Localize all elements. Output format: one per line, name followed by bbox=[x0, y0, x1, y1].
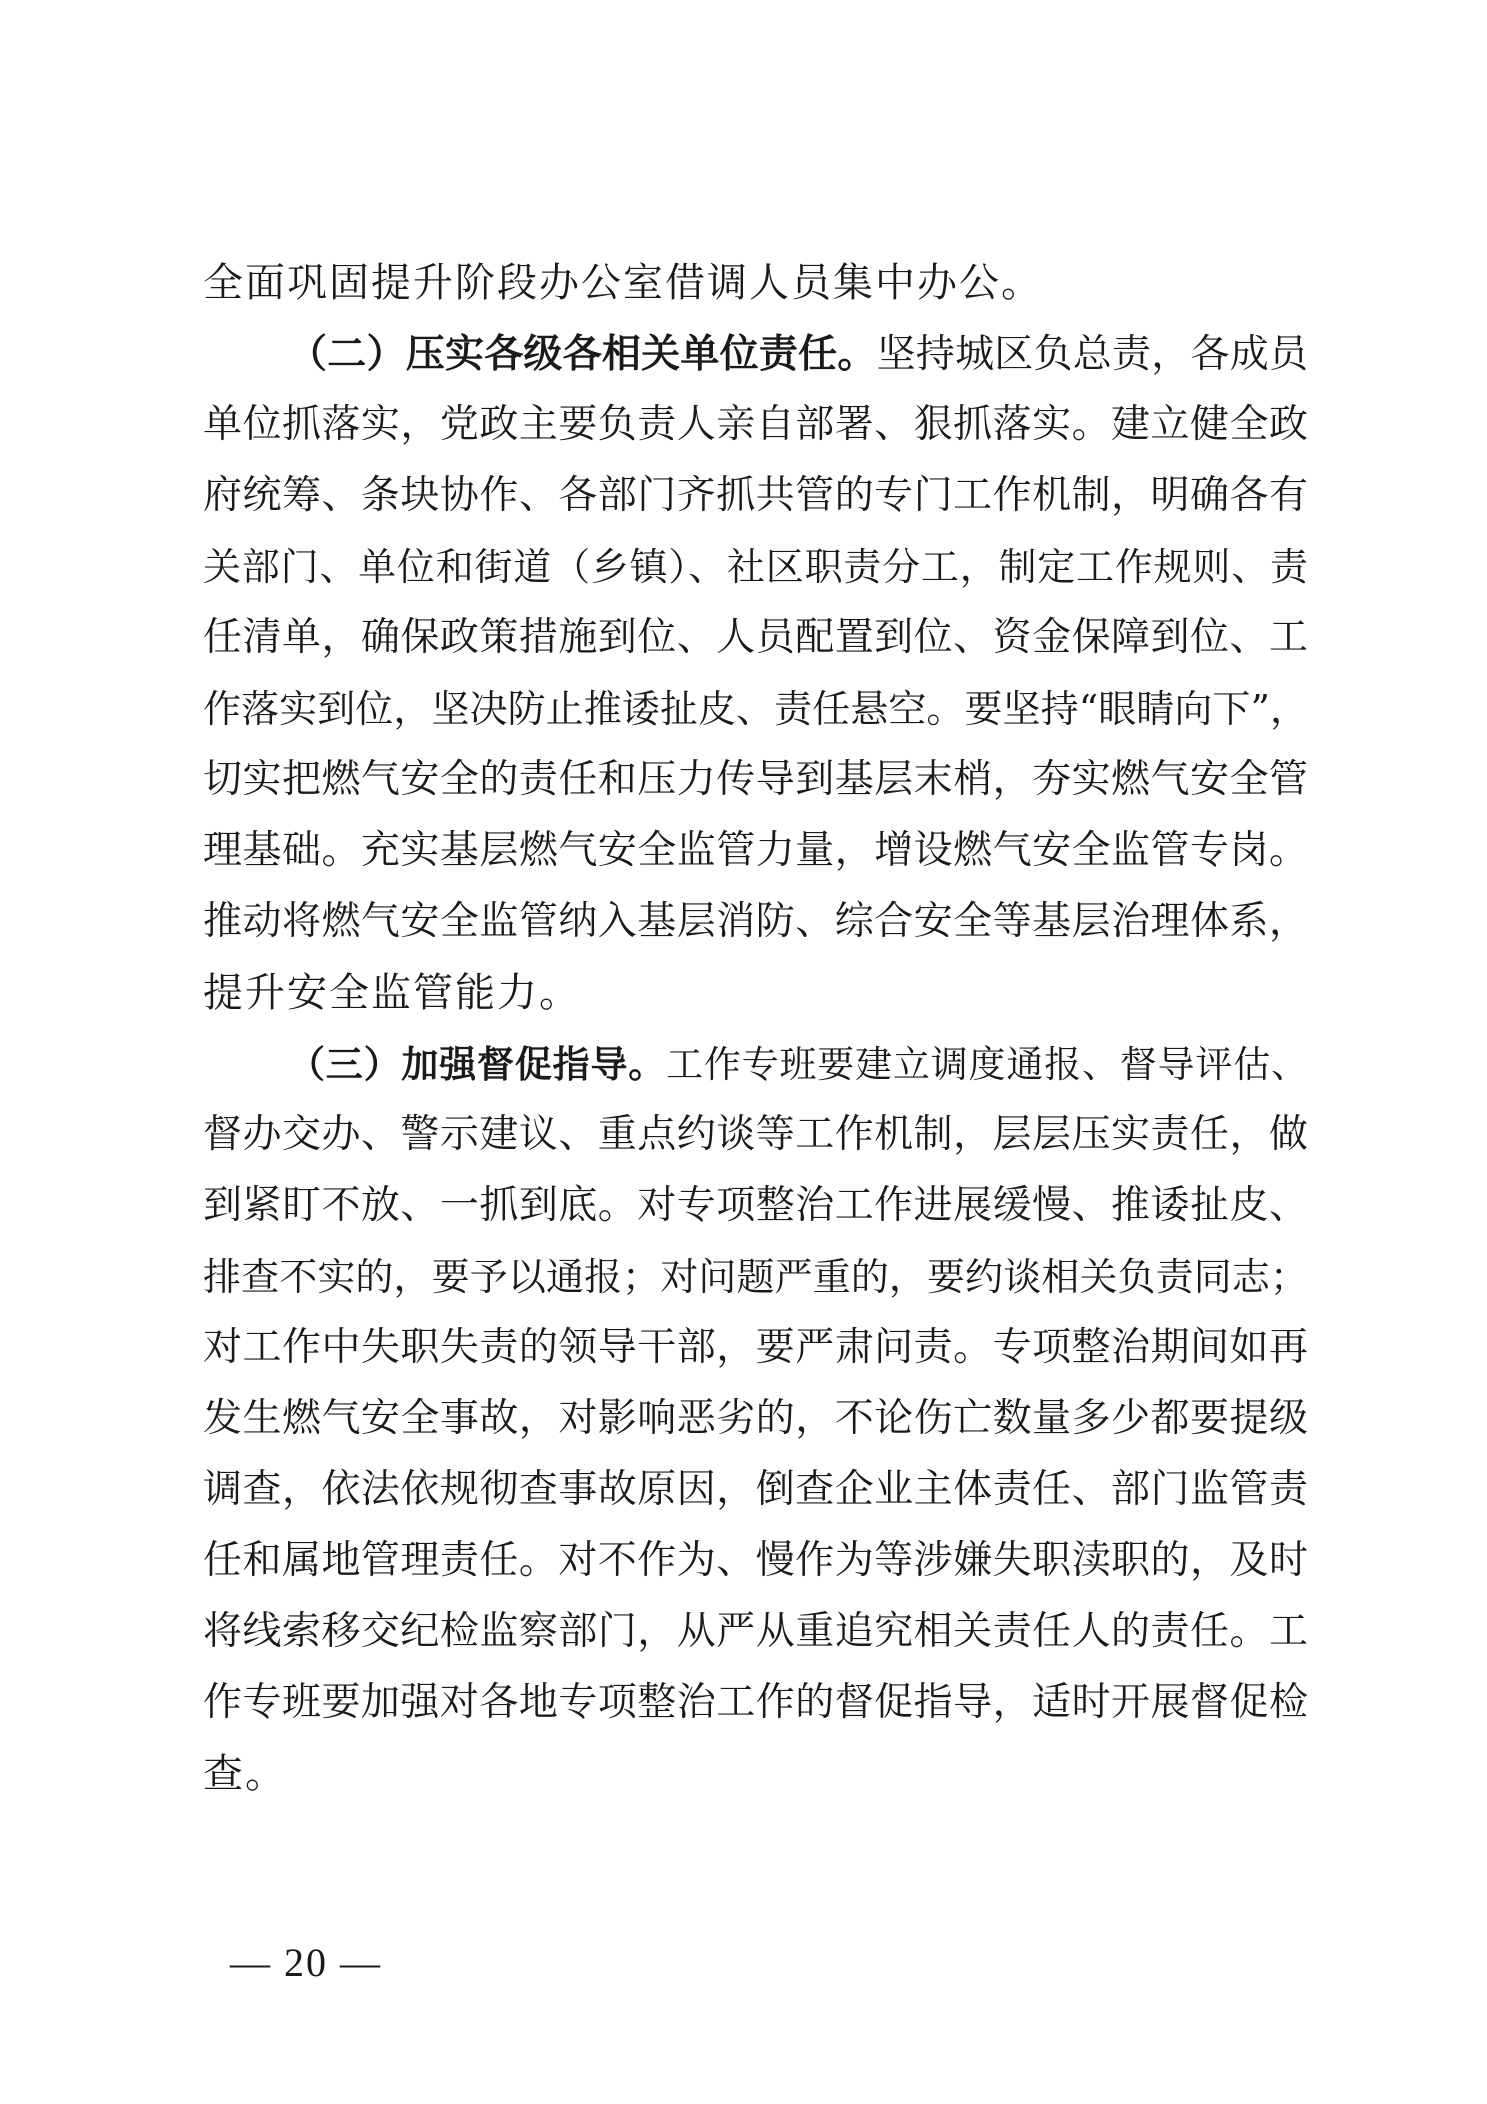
paragraph-3-text-1: 工作专班要建立调度通报、督导评估、 bbox=[666, 1043, 1309, 1086]
paragraph-2-line-10: 提升安全监管能力。 bbox=[203, 970, 581, 1016]
section-heading-2: （二）压实各级各相关单位责任。 bbox=[288, 331, 877, 377]
paragraph-3-line-11: 查。 bbox=[203, 1751, 287, 1797]
paragraph-3-line-1 bbox=[288, 1036, 1308, 1092]
paragraph-3-line-10: 作专班要加强对各地专项整治工作的督促指导，适时开展督促检 bbox=[203, 1680, 1308, 1725]
paragraph-3-line-7: 调查，依法依规彻查事故原因，倒查企业主体责任、部门监管责 bbox=[203, 1467, 1308, 1512]
paragraph-3-line-8: 任和属地管理责任。对不作为、慢作为等涉嫌失职渎职的，及时 bbox=[203, 1538, 1308, 1583]
paragraph-2-line-6: 作落实到位，坚决防止推诿扯皮、责任悬空。要坚持“眼睛向下”， bbox=[203, 687, 1308, 731]
paragraph-3-line-3: 到紧盯不放、一抓到底。对专项整治工作进展缓慢、推诿扯皮、 bbox=[203, 1183, 1308, 1228]
paragraph-2-line-7: 切实把燃气安全的责任和压力传导到基层末梢，夯实燃气安全管 bbox=[203, 757, 1308, 802]
paragraph-2-line-4: 关部门、单位和街道（乡镇）、社区职责分工，制定工作规则、责 bbox=[203, 545, 1308, 589]
paragraph-2-line-3: 府统筹、条块协作、各部门齐抓共管的专门工作机制，明确各有 bbox=[203, 473, 1308, 518]
paragraph-2-text-1: 坚持城区负总责，各成员 bbox=[876, 332, 1308, 377]
page-number: — 20 — bbox=[230, 1940, 382, 1985]
paragraph-3-line-6: 发生燃气安全事故，对影响恶劣的，不论伤亡数量多少都要提级 bbox=[203, 1396, 1308, 1441]
paragraph-3-line-9: 将线索移交纪检监察部门，从严从重追究相关责任人的责任。工 bbox=[203, 1609, 1308, 1654]
paragraph-2-line-1 bbox=[288, 326, 1308, 382]
paragraph-2-line-2: 单位抓落实，党政主要负责人亲自部署、狠抓落实。建立健全政 bbox=[203, 402, 1308, 447]
paragraph-2-line-8: 理基础。充实基层燃气安全监管力量，增设燃气安全监管专岗。 bbox=[203, 828, 1308, 873]
paragraph-3-line-5: 对工作中失职失责的领导干部，要严肃问责。专项整治期间如再 bbox=[203, 1325, 1308, 1370]
paragraph-3-line-4: 排查不实的，要予以通报；对问题严重的，要约谈相关负责同志； bbox=[203, 1255, 1308, 1299]
paragraph-3-line-2: 督办交办、警示建议、重点约谈等工作机制，层层压实责任，做 bbox=[203, 1112, 1308, 1157]
paragraph-2-line-9: 推动将燃气安全监管纳入基层消防、综合安全等基层治理体系， bbox=[203, 899, 1308, 944]
section-heading-3: （三）加强督促指导。 bbox=[288, 1042, 667, 1086]
paragraph-2-line-5: 任清单，确保政策措施到位、人员配置到位、资金保障到位、工 bbox=[203, 615, 1308, 660]
paragraph-1-line-1: 全面巩固提升阶段办公室借调人员集中办公。 bbox=[203, 260, 1043, 306]
